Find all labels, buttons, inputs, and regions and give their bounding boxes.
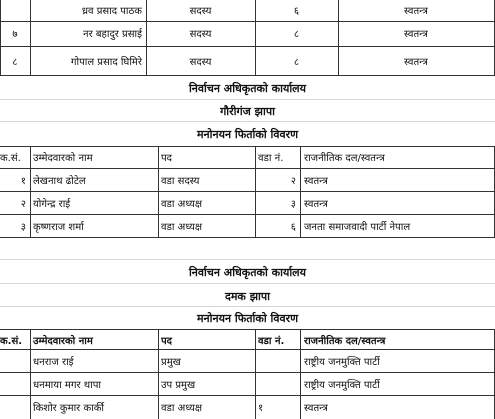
office-title: निर्वाचन अधिकृतको कार्यालय [188, 266, 307, 279]
header-name: उम्मेदवारको नाम [33, 336, 93, 347]
header-num: क.सं. [0, 153, 21, 164]
office-title: निर्वाचन अधिकृतको कार्यालय [188, 82, 307, 95]
grid-line [0, 283, 495, 284]
grid-line [0, 191, 495, 192]
grid-line [0, 99, 495, 100]
cell-num[interactable] [0, 354, 30, 358]
cell-party[interactable]: स्वतन्त्र [404, 6, 428, 17]
cell-num[interactable]: १ [20, 176, 26, 187]
cell-ward[interactable] [258, 354, 300, 358]
place-title: गौरीगंज झापा [220, 105, 275, 118]
cell-ward[interactable]: ६ [290, 222, 296, 233]
cell-party[interactable]: स्वतन्त्र [404, 29, 428, 40]
cell-post[interactable]: सदस्य [189, 57, 212, 68]
grid-line [255, 329, 256, 419]
cell-name[interactable]: योगेन्द्र राई [33, 199, 71, 210]
grid-line [0, 259, 495, 260]
header-party: राजनीतिक दल/स्वतन्त्र [304, 336, 386, 347]
place-title: दमक झापा [225, 290, 270, 303]
cell-ward[interactable]: ३ [290, 199, 296, 210]
grid-line [0, 75, 495, 76]
header-name: उम्मेदवारको नाम [33, 153, 93, 164]
cell-party[interactable]: जनता समाजवादी पार्टी नेपाल [304, 222, 411, 233]
header-post: पद [161, 336, 172, 347]
cell-name[interactable]: किशोर कुमार कार्की [33, 403, 104, 414]
grid-line [0, 146, 495, 147]
cell-post[interactable]: वडा अध्यक्ष [161, 199, 203, 210]
cell-num[interactable]: ७ [12, 29, 18, 40]
cell-name[interactable]: धनमाया मगर थापा [33, 380, 101, 391]
cell-num[interactable]: २ [20, 199, 26, 210]
cell-ward[interactable] [258, 377, 300, 381]
grid-line [0, 372, 495, 373]
cell-name[interactable]: कृष्णराज शर्मा [33, 222, 84, 233]
grid-line [0, 349, 495, 350]
grid-line [0, 46, 495, 47]
report-title: मनोनयन फिर्ताको विवरण [196, 128, 299, 141]
cell-num[interactable]: ३ [20, 222, 26, 233]
cell-num[interactable] [0, 400, 30, 404]
cell-num[interactable] [0, 3, 30, 7]
header-post: पद [161, 153, 172, 164]
cell-party[interactable]: स्वतन्त्र [304, 403, 328, 414]
grid-line [0, 21, 495, 22]
grid-line [158, 329, 159, 419]
cell-ward[interactable]: ८ [293, 57, 300, 68]
grid-line [0, 329, 495, 330]
cell-name[interactable]: लेखनाथ ढोटेल [33, 176, 86, 187]
report-title: मनोनयन फिर्ताको विवरण [196, 312, 299, 325]
grid-line [0, 214, 495, 215]
cell-post[interactable]: सदस्य [189, 29, 212, 40]
cell-party[interactable]: स्वतन्त्र [304, 199, 328, 210]
grid-line [0, 121, 495, 122]
cell-num[interactable] [0, 377, 30, 381]
cell-name[interactable]: नर बहादुर प्रसाई [83, 29, 142, 40]
cell-name[interactable]: ध्रव प्रसाद पाठक [81, 6, 142, 17]
cell-party[interactable]: स्वतन्त्र [304, 176, 328, 187]
grid-line [0, 168, 495, 169]
header-ward: वडा नं. [258, 336, 285, 347]
cell-name[interactable]: गोपाल प्रसाद घिमिरे [70, 57, 142, 68]
grid-line [0, 395, 495, 396]
header-num: क.सं. [0, 336, 23, 347]
cell-name[interactable]: धनराज राई [33, 357, 74, 368]
grid-line [300, 329, 301, 419]
cell-party[interactable]: स्वतन्त्र [404, 57, 428, 68]
grid-line [30, 329, 31, 419]
cell-post[interactable]: उप प्रमुख [161, 380, 196, 391]
cell-ward[interactable]: ६ [293, 6, 300, 17]
cell-party[interactable]: राष्ट्रीय जनमुक्ति पार्टी [304, 380, 380, 391]
cell-post[interactable]: वडा अध्यक्ष [161, 403, 203, 414]
cell-post[interactable]: वडा अध्यक्ष [161, 222, 203, 233]
cell-party[interactable]: राष्ट्रीय जनमुक्ति पार्टी [304, 357, 380, 368]
header-ward: वडा नं. [258, 153, 284, 164]
grid-line [0, 237, 495, 238]
cell-ward[interactable]: १ [258, 403, 264, 414]
cell-post[interactable]: वडा सदस्य [161, 176, 200, 187]
grid-line [0, 306, 495, 307]
cell-post[interactable]: सदस्य [189, 6, 212, 17]
cell-ward[interactable]: ८ [293, 29, 300, 40]
header-party: राजनीतिक दल/स्वतन्त्र [304, 153, 385, 164]
cell-num[interactable]: ८ [12, 57, 18, 68]
cell-ward[interactable]: २ [290, 176, 296, 187]
cell-post[interactable]: प्रमुख [161, 357, 181, 368]
